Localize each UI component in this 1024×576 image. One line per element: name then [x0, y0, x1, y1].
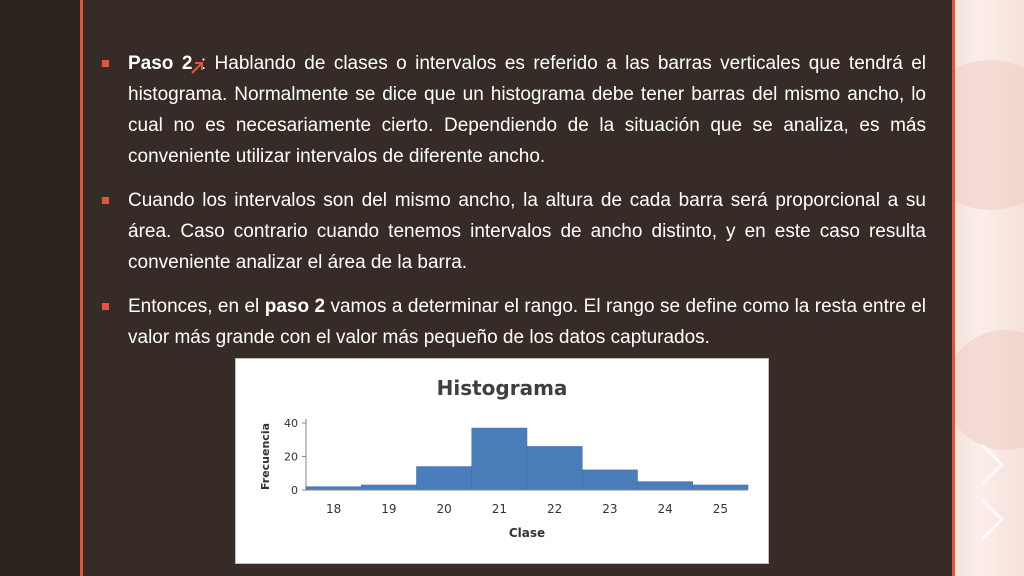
- bullet-text: : Hablando de clases o intervalos es referido a las barras verticales que tendrá el histograma. Normalmente se dice que un histograma debe tener barras del mismo ancho, lo cual no es necesariamente cierto. Dependiendo de la situación que se analiza, es más conveniente utilizar intervalos de diferente ancho.: [128, 53, 926, 167]
- x-tick-label: 25: [712, 502, 729, 516]
- bullet-item: [100, 185, 926, 278]
- decor-circle: [955, 330, 1024, 450]
- y-tick-label: 40: [284, 417, 298, 430]
- x-tick-label: 22: [546, 502, 563, 516]
- square-bullet-icon: [102, 60, 109, 67]
- chevron-right-icon: [963, 444, 1004, 485]
- histogram-bar: [527, 446, 582, 490]
- x-tick-label: 21: [491, 502, 508, 516]
- histogram-bar: [472, 428, 527, 490]
- x-tick-label: 20: [436, 502, 452, 516]
- histogram-bar: [582, 470, 637, 490]
- histogram-bar: [693, 485, 748, 490]
- histogram-bar: [306, 487, 361, 490]
- slide-content: [100, 48, 926, 366]
- y-tick-label: 20: [284, 450, 298, 464]
- square-bullet-icon: [102, 197, 109, 204]
- x-tick-label: 24: [657, 502, 673, 516]
- chart-title: Histograma: [436, 376, 568, 400]
- right-decor-panel: [955, 0, 1024, 576]
- x-tick-label: 18: [325, 502, 342, 516]
- histogram-chart: [235, 358, 769, 564]
- y-axis-label: Frecuencia: [259, 422, 272, 491]
- bullet-text: Cuando los intervalos son del mismo ancho, la altura de cada barra será proporcional a su área. Caso contrario cuando tenemos intervalos de ancho distinto, y en este caso resulta conveniente analizar el área de la barra.: [128, 190, 926, 273]
- histogram-bar: [361, 485, 416, 490]
- left-accent-line: [80, 0, 83, 576]
- red-arrow-icon: [190, 61, 204, 75]
- x-axis-label: Clase: [508, 526, 546, 540]
- chart-plot: [236, 359, 768, 563]
- square-bullet-icon: [102, 303, 109, 310]
- chevron-right-icon: [963, 499, 1004, 540]
- x-tick-label: 23: [602, 502, 618, 516]
- left-decor-bar: [0, 0, 80, 576]
- y-tick-label: 0: [291, 484, 298, 497]
- x-tick-label: 19: [381, 502, 397, 516]
- decor-circle: [955, 60, 1024, 210]
- bullet-item: [100, 48, 926, 172]
- bullet-bold-text: paso 2: [264, 296, 326, 317]
- bullet-item: [100, 291, 926, 353]
- bullet-bold-text: Paso 2: [128, 53, 193, 74]
- histogram-bar: [638, 482, 693, 490]
- bullet-text: Entonces, en el: [128, 296, 265, 317]
- histogram-bar: [417, 467, 472, 490]
- bullet-text: vamos a determinar el rango. El rango se define como la resta entre el valor más grande con el valor más pequeño de los datos capturados.: [128, 296, 926, 348]
